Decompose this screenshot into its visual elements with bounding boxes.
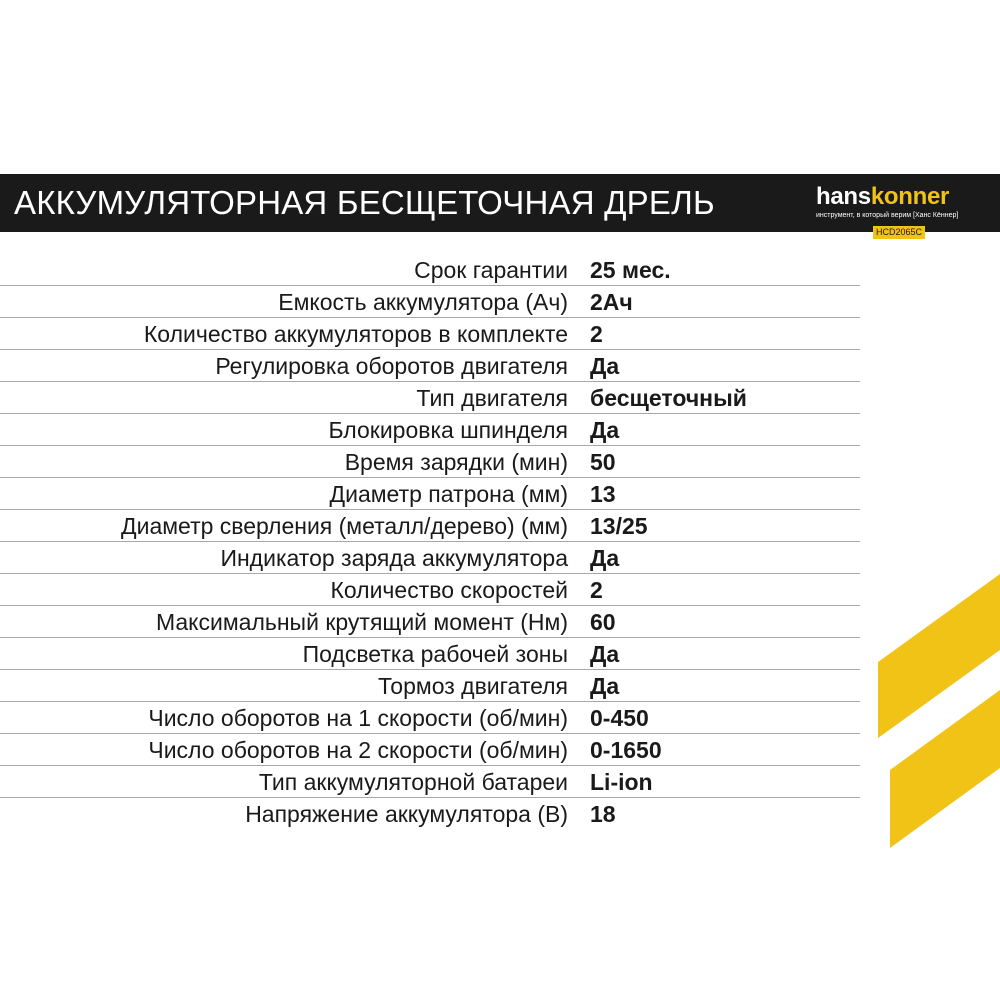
spec-row: [0, 382, 860, 414]
spec-row: [0, 798, 860, 830]
spec-row: [0, 766, 860, 798]
spec-table: [0, 254, 860, 830]
logo-slogan: инструмент, в который верим [Ханс Кённер]: [816, 212, 959, 219]
spec-value: Да: [590, 417, 620, 443]
spec-label: Число оборотов на 2 скорости (об/мин): [148, 737, 568, 763]
spec-value: Да: [590, 673, 620, 699]
spec-row: [0, 318, 860, 350]
spec-value: Li-ion: [590, 769, 653, 795]
spec-label: Число оборотов на 1 скорости (об/мин): [148, 705, 568, 731]
spec-value: 50: [590, 449, 616, 475]
spec-label: Тип двигателя: [416, 385, 568, 411]
spec-value: Да: [590, 641, 620, 667]
spec-value: 2: [590, 321, 603, 347]
spec-row: [0, 670, 860, 702]
spec-row: [0, 638, 860, 670]
spec-row: [0, 350, 860, 382]
spec-value: 0-1650: [590, 737, 662, 763]
spec-row: [0, 478, 860, 510]
spec-label: Диаметр сверления (металл/дерево) (мм): [121, 513, 568, 539]
spec-row: [0, 254, 860, 286]
spec-label: Количество аккумуляторов в комплекте: [143, 321, 568, 347]
logo-wordmark: [816, 184, 949, 210]
model-badge: HCD2065C: [873, 226, 925, 239]
spec-label: Регулировка оборотов двигателя: [215, 353, 568, 379]
spec-value: 0-450: [590, 705, 649, 731]
yellow-stripe-upper: [878, 574, 1000, 738]
spec-value: Да: [590, 353, 620, 379]
spec-label: Индикатор заряда аккумулятора: [220, 545, 568, 571]
spec-row: [0, 734, 860, 766]
spec-label: Диаметр патрона (мм): [329, 481, 568, 507]
logo-word-part1: hans: [816, 183, 871, 210]
spec-label: Тип аккумуляторной батареи: [258, 769, 568, 795]
spec-value: 18: [590, 801, 616, 827]
spec-label: Срок гарантии: [414, 257, 568, 283]
logo-word-part2: konner: [870, 183, 950, 210]
brand-logo: [816, 183, 986, 237]
spec-value: 2Ач: [590, 289, 633, 315]
spec-label: Напряжение аккумулятора (В): [245, 801, 568, 827]
spec-value: 60: [590, 609, 616, 635]
spec-value: 13/25: [590, 513, 648, 539]
spec-row: [0, 542, 860, 574]
spec-label: Тормоз двигателя: [378, 673, 568, 699]
spec-row: [0, 446, 860, 478]
spec-label: Емкость аккумулятора (Ач): [278, 289, 568, 315]
spec-row: [0, 414, 860, 446]
spec-value: 2: [590, 577, 603, 603]
spec-label: Количество скоростей: [330, 577, 568, 603]
spec-label: Максимальный крутящий момент (Нм): [155, 609, 568, 635]
spec-label: Подсветка рабочей зоны: [302, 641, 568, 667]
spec-row: [0, 606, 860, 638]
page-title: АККУМУЛЯТОРНАЯ БЕСЩЕТОЧНАЯ ДРЕЛЬ: [14, 184, 715, 221]
spec-label: Блокировка шпинделя: [328, 417, 568, 443]
spec-row: [0, 574, 860, 606]
spec-value: 13: [590, 481, 616, 507]
spec-row: [0, 702, 860, 734]
spec-row: [0, 510, 860, 542]
yellow-stripe-lower: [890, 690, 1000, 848]
header-bar: [0, 174, 1000, 237]
spec-row: [0, 286, 860, 318]
spec-label: Время зарядки (мин): [344, 449, 568, 475]
spec-value: Да: [590, 545, 620, 571]
spec-value: бесщеточный: [590, 385, 747, 411]
spec-value: 25 мес.: [590, 257, 671, 283]
